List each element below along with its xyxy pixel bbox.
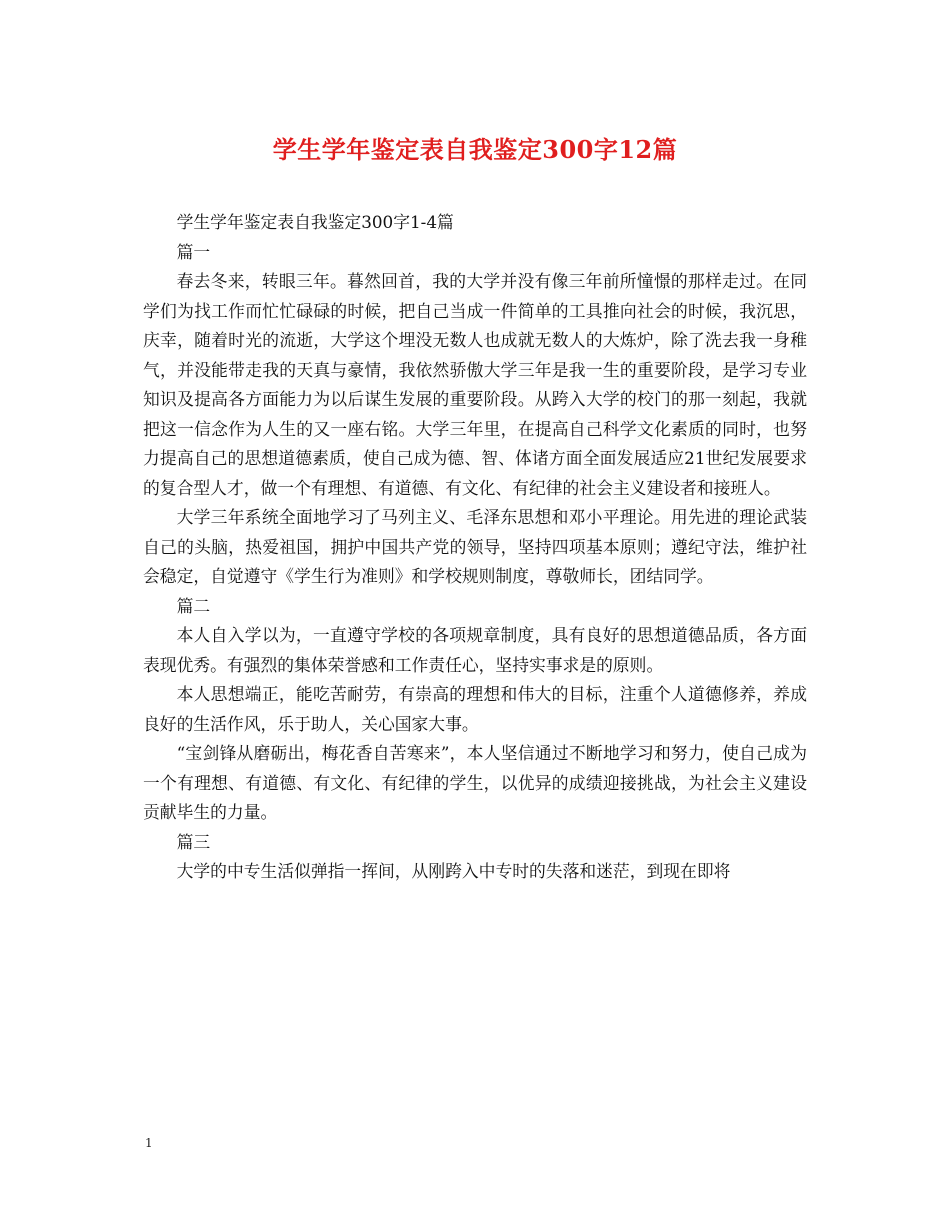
paragraph: 本人自入学以为，一直遵守学校的各项规章制度，具有良好的思想道德品质，各方面表现优秀。有强烈的集体荣誉感和工作责任心，坚持实事求是的原则。 (143, 625, 807, 675)
paragraph: 春去冬来，转眼三年。暮然回首，我的大学并没有像三年前所憧憬的那样走过。在同学们为找工作而忙忙碌碌的时候，把自己当成一件简单的工具推向社会的时候，我沉思，庆幸，随着时光的流逝，大学这个埋没无数人也成就无数人的大炼炉，除了洗去我一身稚气，并没能带走我的天真与豪情，我依然骄傲大学三年是我一生的重要阶段，是学习专业知识及提高各方面能力为以后谋生发展的重要阶段。从跨入大学的校门的那一刻起，我就把这一信念作为人生的又一座右铭。大学三年里，在提高自己科学文化素质的同时，也努力提高自己的思想道德素质，使自己成为德、智、体诸方面全面发展适应21世纪发展要求的复合型人才，做一个有理想、有道德、有文化、有纪律的社会主义建设者和接班人。 (143, 271, 807, 498)
section-subtitle: 学生学年鉴定表自我鉴定300字1-4篇 (176, 212, 454, 232)
section-heading-3: 篇三 (176, 831, 211, 852)
paragraph: “宝剑锋从磨砺出，梅花香自苦寒来”，本人坚信通过不断地学习和努力，使自己成为一个有理想、有道德、有文化、有纪律的学生，以优异的成绩迎接挑战，为社会主义建设贡献毕生的力量。 (143, 743, 807, 822)
paragraph: 大学的中专生活似弹指一挥间，从刚跨入中专时的失落和迷茫，到现在即将 (176, 861, 731, 881)
document-body (143, 208, 807, 887)
paragraph: 大学三年系统全面地学习了马列主义、毛泽东思想和邓小平理论。用先进的理论武装自己的头脑，热爱祖国，拥护中国共产党的领导，坚持四项基本原则；遵纪守法，维护社会稳定，自觉遵守《学生行为准则》和学校规则制度，尊敬师长，团结同学。 (143, 507, 807, 586)
document-title: 学生学年鉴定表自我鉴定300字12篇 (272, 135, 678, 164)
page-number: 1 (145, 1136, 153, 1150)
section-heading-1: 篇一 (176, 241, 211, 262)
paragraph: 本人思想端正，能吃苦耐劳，有崇高的理想和伟大的目标，注重个人道德修养，养成良好的生活作风，乐于助人，关心国家大事。 (143, 684, 807, 734)
section-heading-2: 篇二 (176, 595, 211, 616)
